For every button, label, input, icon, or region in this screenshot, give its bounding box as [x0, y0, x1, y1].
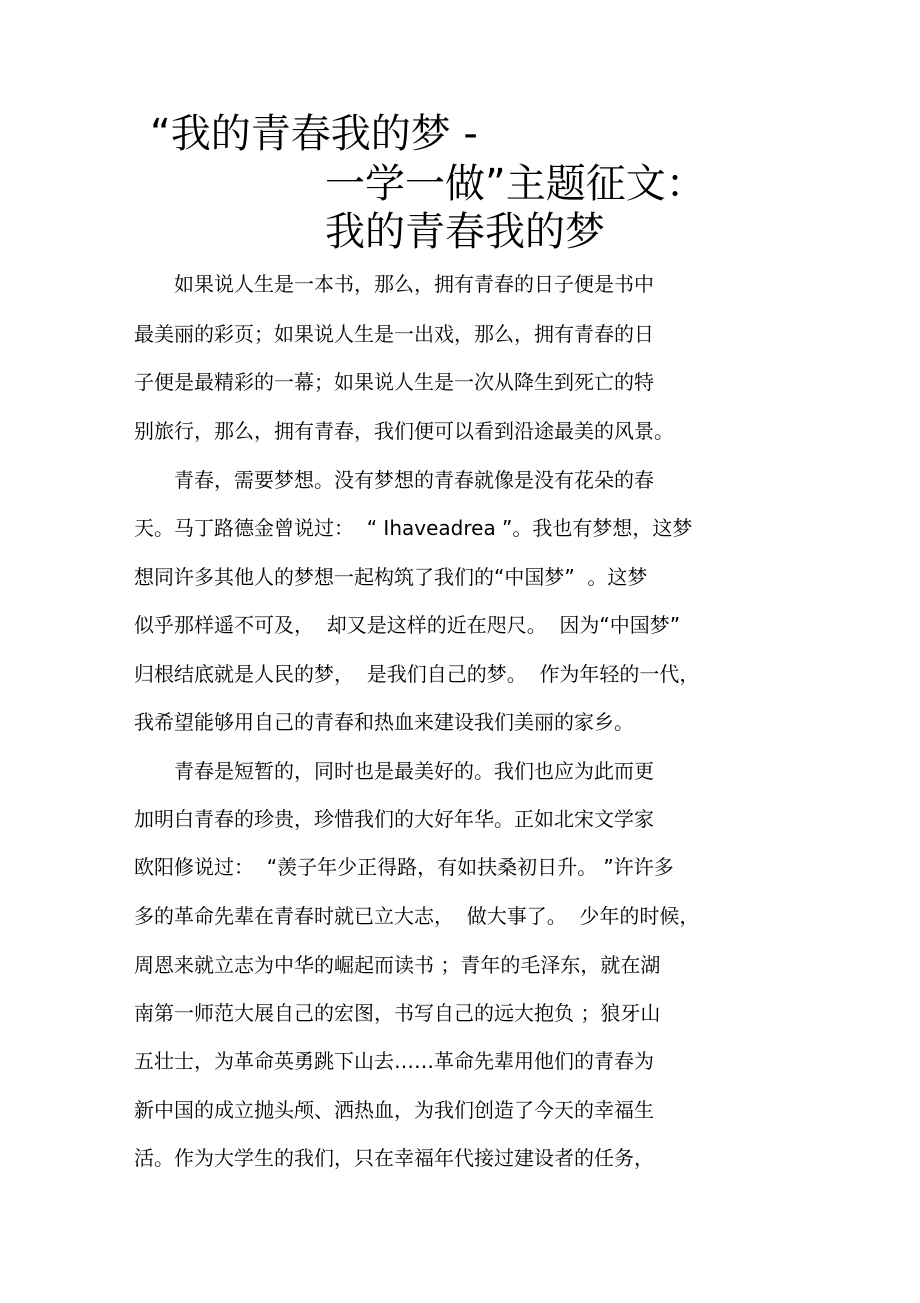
body-line: 别旅行，那么，拥有青春，我们便可以看到沿途最美的风景。: [134, 419, 674, 443]
body-line: 新中国的成立抛头颅、洒热血，为我们创造了今天的幸福生: [134, 1098, 654, 1122]
body-line: 我希望能够用自己的青春和热血来建设我们美丽的家乡。: [134, 710, 634, 734]
body-line: 子便是最精彩的一幕；如果说人生是一次从降生到死亡的特: [134, 370, 654, 394]
body-line: 活。作为大学生的我们，只在幸福年代接过建设者的任务，: [134, 1146, 654, 1170]
body-line: 如果说人生是一本书，那么，拥有青春的日子便是书中: [134, 272, 654, 296]
body-line: 最美丽的彩页；如果说人生是一出戏，那么，拥有青春的日: [134, 322, 654, 346]
body-line: 欧阳修说过： “羡子年少正得路，有如扶桑初日升。 ”许许多: [134, 855, 674, 879]
title-line-3: 我的青春我的梦: [325, 209, 605, 255]
body-line: 想同许多其他人的梦想一起构筑了我们的“中国梦” 。这梦: [134, 565, 648, 589]
body-line: 五壮士，为革命英勇跳下山去……革命先辈用他们的青春为: [134, 1049, 654, 1073]
body-line: 多的革命先辈在青春时就已立大志， 做大事了。 少年的时候，: [134, 904, 700, 928]
body-line: 青春，需要梦想。没有梦想的青春就像是没有花朵的春: [134, 468, 654, 492]
title-line-2: 一学一做”主题征文：: [325, 161, 706, 207]
body-line: 天。马丁路德金曾说过： “ Ihaveadrea ”。我也有梦想，这梦: [134, 516, 693, 540]
body-line: 似乎那样遥不可及， 却又是这样的近在咫尺。 因为“中国梦”: [134, 613, 681, 637]
body-line: 周恩来就立志为中华的崛起而读书 ；青年的毛泽东，就在湖: [134, 953, 661, 977]
body-line: 南第一师范大展自己的宏图，书写自己的远大抱负 ；狼牙山: [134, 1001, 661, 1025]
body-line: 归根结底就是人民的梦， 是我们自己的梦。 作为年轻的一代，: [134, 662, 700, 686]
body-line: 加明白青春的珍贵，珍惜我们的大好年华。正如北宋文学家: [134, 807, 654, 831]
body-line: 青春是短暂的，同时也是最美好的。我们也应为此而更: [134, 759, 654, 783]
title-line-1: “我的青春我的梦 -: [150, 111, 478, 157]
